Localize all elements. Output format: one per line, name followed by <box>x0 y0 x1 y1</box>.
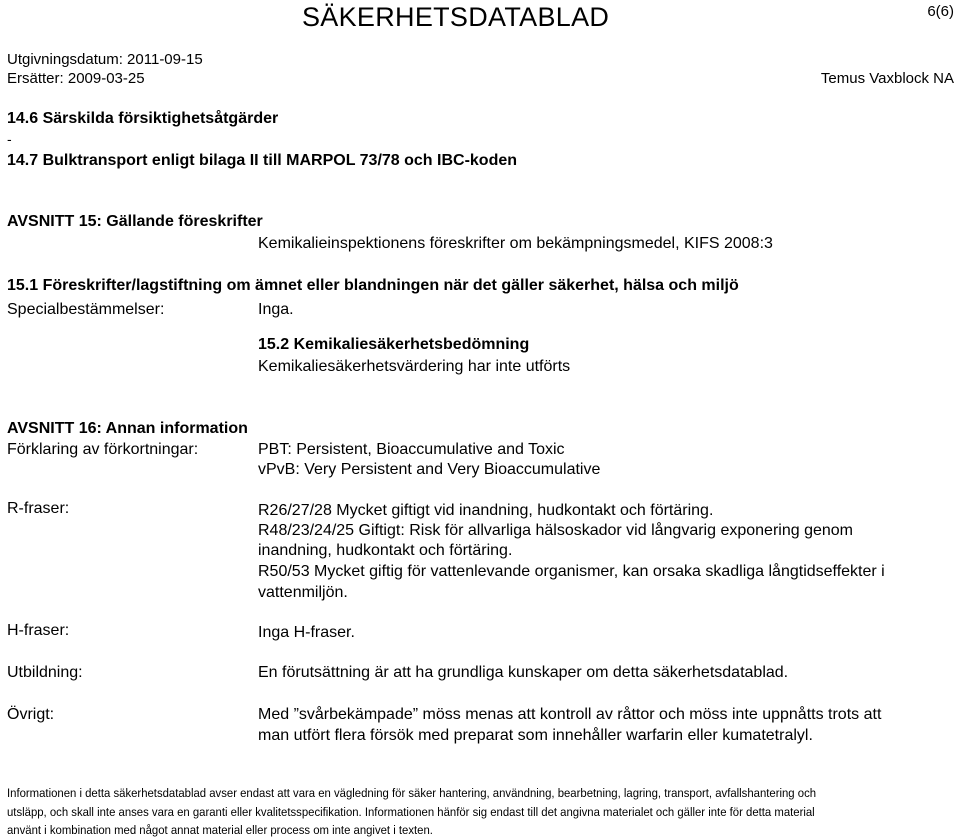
special-provisions-label: Specialbestämmelser: <box>7 301 165 318</box>
footer-disclaimer-line1: Informationen i detta säkerhetsdatablad avser endast att vara en vägledning för säker hantering, användning, bearbetning, lagring, transport, avfallshantering och <box>7 786 817 800</box>
issue-date: Utgivningsdatum: 2011-09-15 <box>7 51 203 68</box>
document-title: SÄKERHETSDATABLAD <box>302 2 610 32</box>
training-label: Utbildning: <box>7 664 83 681</box>
r-phrase-2-line1: R48/23/24/25 Giftigt: Risk för allvarliga hälsoskador vid långvarig exponering genom <box>258 522 853 539</box>
r-phrase-3-line2: vattenmiljön. <box>258 584 348 601</box>
product-name: Temus Vaxblock NA <box>820 70 954 87</box>
section-15-heading: AVSNITT 15: Gällande föreskrifter <box>7 213 263 230</box>
training-value: En förutsättning är att ha grundliga kunskaper om detta säkerhetsdatablad. <box>258 664 789 681</box>
abbreviation-pbt: PBT: Persistent, Bioaccumulative and Toxic <box>258 441 565 458</box>
replaces-date: Ersätter: 2009-03-25 <box>7 70 145 87</box>
special-provisions-value: Inga. <box>258 301 294 318</box>
page-number: 6(6) <box>927 3 954 20</box>
other-line-2: man utfört flera försök med preparat som innehåller warfarin eller kumatetralyl. <box>258 727 813 744</box>
r-phrases-label: R-fraser: <box>7 500 70 517</box>
heading-15-1: 15.1 Föreskrifter/lagstiftning om ämnet eller blandningen när det gäller säkerhet, hälsa och miljö <box>7 277 739 294</box>
regulation-text: Kemikalieinspektionens föreskrifter om bekämpningsmedel, KIFS 2008:3 <box>258 235 773 252</box>
chemical-safety-assessment-text: Kemikaliesäkerhetsvärdering har inte utförts <box>258 358 571 375</box>
dash-separator: - <box>7 131 12 147</box>
h-phrases-value: Inga H-fraser. <box>258 624 355 641</box>
h-phrases-label: H-fraser: <box>7 622 70 639</box>
other-label: Övrigt: <box>7 706 55 723</box>
heading-15-2: 15.2 Kemikaliesäkerhetsbedömning <box>258 336 530 353</box>
r-phrase-3-line1: R50/53 Mycket giftig för vattenlevande organismer, kan orsaka skadliga långtidseffekter i <box>258 563 885 580</box>
other-line-1: Med ”svårbekämpade” möss menas att kontroll av råttor och möss inte uppnåtts trots att <box>258 706 882 723</box>
r-phrase-2-line2: inandning, hudkontakt och förtäring. <box>258 542 513 559</box>
heading-14-7: 14.7 Bulktransport enligt bilaga II till MARPOL 73/78 och IBC-koden <box>7 152 518 169</box>
abbreviations-label: Förklaring av förkortningar: <box>7 441 199 458</box>
r-phrase-1: R26/27/28 Mycket giftigt vid inandning, hudkontakt och förtäring. <box>258 502 714 519</box>
footer-disclaimer-line3: använt i kombination med något annat material eller process om inte angivet i texten. <box>7 823 433 837</box>
abbreviation-vpvb: vPvB: Very Persistent and Very Bioaccumulative <box>258 461 601 478</box>
footer-disclaimer-line2: utsläpp, och skall inte anses vara en garanti eller kvalitetsspecifikation. Informationen hänför sig endast till det angivna materialet och gäller inte för detta material <box>7 805 815 819</box>
section-16-heading: AVSNITT 16: Annan information <box>7 420 248 437</box>
heading-14-6: 14.6 Särskilda försiktighetsåtgärder <box>7 110 279 127</box>
